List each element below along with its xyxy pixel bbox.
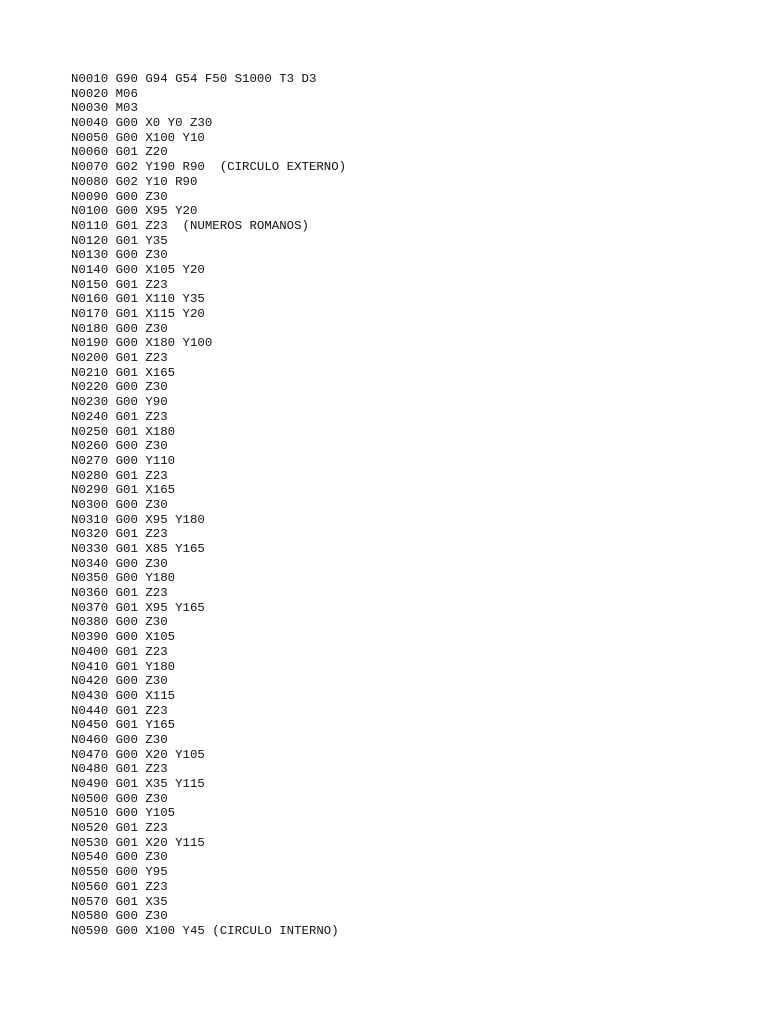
program-line: N0440 G01 Z23 bbox=[71, 703, 168, 718]
program-line: N0390 G00 X105 bbox=[71, 630, 176, 645]
program-line: N0040 G00 X0 Y0 Z30 bbox=[71, 116, 213, 131]
program-line: N0320 G01 Z23 bbox=[71, 527, 168, 542]
program-line: N0570 G01 X35 bbox=[71, 894, 168, 909]
program-line: N0410 G01 Y180 bbox=[71, 659, 176, 674]
program-line: N0490 G01 X35 Y115 bbox=[71, 777, 205, 791]
program-line: N0430 G00 X115 bbox=[71, 688, 176, 703]
program-line: N0260 G00 Z30 bbox=[71, 439, 168, 454]
program-line: N0360 G01 Z23 bbox=[71, 586, 168, 601]
program-line: N0530 G01 X20 Y115 bbox=[71, 835, 205, 850]
program-line: N0350 G00 Y180 bbox=[71, 571, 176, 586]
program-line: N0170 G01 X115 Y20 bbox=[71, 307, 205, 321]
program-line: N0380 G00 Z30 bbox=[71, 615, 168, 630]
program-line: N0050 G00 X100 Y10 bbox=[71, 130, 205, 145]
program-line: N0580 G00 Z30 bbox=[71, 909, 168, 924]
program-line: N0130 G00 Z30 bbox=[71, 248, 168, 263]
program-line: N0150 G01 Z23 bbox=[71, 277, 168, 292]
program-line: N0330 G01 X85 Y165 bbox=[71, 542, 205, 556]
program-line: N0070 G02 Y190 R90 (CIRCULO EXTERNO) bbox=[71, 160, 347, 175]
program-line: N0300 G00 Z30 bbox=[71, 497, 168, 512]
program-line: N0590 G00 X100 Y45 (CIRCULO INTERNO) bbox=[71, 923, 339, 938]
program-line: N0340 G00 Z30 bbox=[71, 556, 168, 571]
program-line: N0080 G02 Y10 R90 bbox=[71, 174, 198, 189]
program-line: N0370 G01 X95 Y165 bbox=[71, 600, 205, 615]
program-line: N0560 G01 Z23 bbox=[71, 879, 168, 894]
program-line: N0460 G00 Z30 bbox=[71, 732, 168, 747]
program-line: N0090 G00 Z30 bbox=[71, 189, 168, 204]
program-line: N0100 G00 X95 Y20 bbox=[71, 204, 198, 219]
program-line: N0250 G01 X180 bbox=[71, 424, 176, 439]
program-line: N0280 G01 Z23 bbox=[71, 468, 168, 483]
program-line: N0120 G01 Y35 bbox=[71, 233, 168, 248]
program-line: N0220 G00 Z30 bbox=[71, 380, 168, 395]
program-line: N0210 G01 X165 bbox=[71, 365, 176, 380]
program-line: N0420 G00 Z30 bbox=[71, 674, 168, 689]
program-line: N0190 G00 X180 Y100 bbox=[71, 336, 213, 351]
program-line: N0290 G01 X165 bbox=[71, 483, 176, 498]
program-line: N0230 G00 Y90 bbox=[71, 395, 168, 410]
program-line: N0010 G90 G94 G54 F50 S1000 T3 D3 bbox=[71, 72, 317, 86]
program-line: N0160 G01 X110 Y35 bbox=[71, 292, 205, 307]
program-line: N0110 G01 Z23 (NUMEROS ROMANOS) bbox=[71, 218, 309, 233]
program-line: N0310 G00 X95 Y180 bbox=[71, 512, 205, 527]
program-line: N0020 M06 bbox=[71, 86, 138, 101]
program-line: N0550 G00 Y95 bbox=[71, 865, 168, 880]
program-line: N0470 G00 X20 Y105 bbox=[71, 747, 205, 762]
program-line: N0060 G01 Z20 bbox=[71, 145, 168, 160]
program-line: N0520 G01 Z23 bbox=[71, 821, 168, 836]
program-line: N0480 G01 Z23 bbox=[71, 762, 168, 777]
program-line: N0180 G00 Z30 bbox=[71, 321, 168, 336]
cnc-program-listing bbox=[71, 72, 346, 939]
program-line: N0270 G00 Y110 bbox=[71, 453, 176, 468]
program-line: N0540 G00 Z30 bbox=[71, 850, 168, 865]
program-line: N0140 G00 X105 Y20 bbox=[71, 262, 205, 277]
program-line: N0500 G00 Z30 bbox=[71, 791, 168, 806]
program-line: N0200 G01 Z23 bbox=[71, 351, 168, 366]
program-line: N0510 G00 Y105 bbox=[71, 806, 176, 821]
program-line: N0240 G01 Z23 bbox=[71, 409, 168, 424]
program-line: N0450 G01 Y165 bbox=[71, 718, 176, 733]
program-line: N0030 M03 bbox=[71, 101, 138, 116]
program-line: N0400 G01 Z23 bbox=[71, 644, 168, 659]
